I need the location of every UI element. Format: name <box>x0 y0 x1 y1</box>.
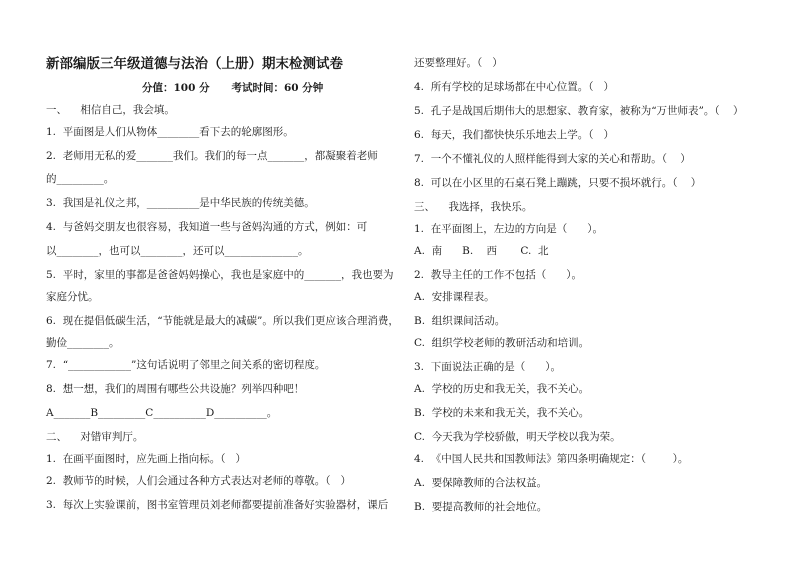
right-line: 2. 教导主任的工作不包括（ ）。 <box>414 269 582 281</box>
right-line: A. 学校的历史和我无关，我不关心。 <box>414 383 590 395</box>
left-line: 二、 对错审判厅。 <box>46 431 144 443</box>
left-line: 家庭分忧。 <box>46 291 99 303</box>
right-line: 7. 一个不懂礼仪的人照样能得到大家的关心和帮助。（ ） <box>414 153 691 165</box>
left-line: 5. 平时，家里的事都是爸爸妈妈操心，我也是家庭中的_______，我也要为 <box>46 269 394 281</box>
left-line: 4. 与爸妈交朋友也很容易，我知道一些与爸妈沟通的方式，例如：可 <box>46 221 368 233</box>
left-line: 7. “____________”这句话说明了邻里之间关系的密切程度。 <box>46 359 326 371</box>
right-line: B. 要提高教师的社会地位。 <box>414 501 548 513</box>
left-line: 6. 现在提倡低碳生活，“节能就是最大的减碳”。所以我们更应该合理消费， <box>46 315 399 327</box>
left-line: 1. 平面图是人们从物体________看下去的轮廓图形。 <box>46 126 294 138</box>
right-line: 4. 所有学校的足球场都在中心位置。（ ） <box>414 81 614 93</box>
left-line: 8. 想一想，我们的周围有哪些公共设施？列举四种吧！ <box>46 383 305 395</box>
right-line: 3. 下面说法正确的是（ ）。 <box>414 361 561 373</box>
left-line: 一、 相信自己，我会填。 <box>46 104 175 116</box>
left-line: 的_________。 <box>46 173 115 185</box>
right-line: 还要整理好。（ ） <box>414 57 503 69</box>
left-line: 1. 在画平面图时，应先画上指向标。（ ） <box>46 453 246 465</box>
left-line: 2. 教师节的时候，人们会通过各种方式表达对老师的尊敬。（ ） <box>46 475 351 487</box>
left-line: 勤俭________。 <box>46 337 120 349</box>
right-line: A. 要保障教师的合法权益。 <box>414 477 548 489</box>
right-line: C. 组织学校老师的教研活动和培训。 <box>414 337 590 349</box>
left-line: 以________，也可以________，还可以______________。 <box>46 245 309 257</box>
right-line: 5. 孔子是战国后期伟大的思想家、教育家，被称为“万世师表”。（ ） <box>414 105 744 117</box>
right-line: 1. 在平面图上，左边的方向是（ ）。 <box>414 223 603 235</box>
left-line: 3. 每次上实验课前，图书室管理员刘老师都要提前准备好实验器材，课后 <box>46 499 389 511</box>
right-line: A. 南 B. 西 C. 北 <box>414 245 549 257</box>
right-line: A. 安排课程表。 <box>414 291 495 303</box>
right-line: B. 学校的未来和我无关，我不关心。 <box>414 407 590 419</box>
right-line: B. 组织课间活动。 <box>414 315 506 327</box>
score-time-info: 分值：100 分 考试时间：60 分钟 <box>142 82 324 94</box>
left-line: 3. 我国是礼仪之邦，__________是中华民族的传统美德。 <box>46 197 315 209</box>
right-line: 4. 《中国人民共和国教师法》第四条明确规定：（ ）。 <box>414 453 689 465</box>
right-line: C. 今天我为学校骄傲，明天学校以我为荣。 <box>414 431 621 443</box>
right-line: 8. 可以在小区里的石桌石凳上蹦跳，只要不损坏就行。（ ） <box>414 177 702 189</box>
right-line: 6. 每天，我们都快快乐乐地去上学。（ ） <box>414 129 614 141</box>
exam-title: 新部编版三年级道德与法治（上册）期末检测试卷 <box>46 56 343 72</box>
left-line: 2. 老师用无私的爱_______我们。我们的每一点_______，都凝聚着老师 <box>46 150 378 162</box>
left-line: A_______B_________C__________D__________。 <box>46 407 278 419</box>
right-line: 三、 我选择，我快乐。 <box>414 201 533 213</box>
